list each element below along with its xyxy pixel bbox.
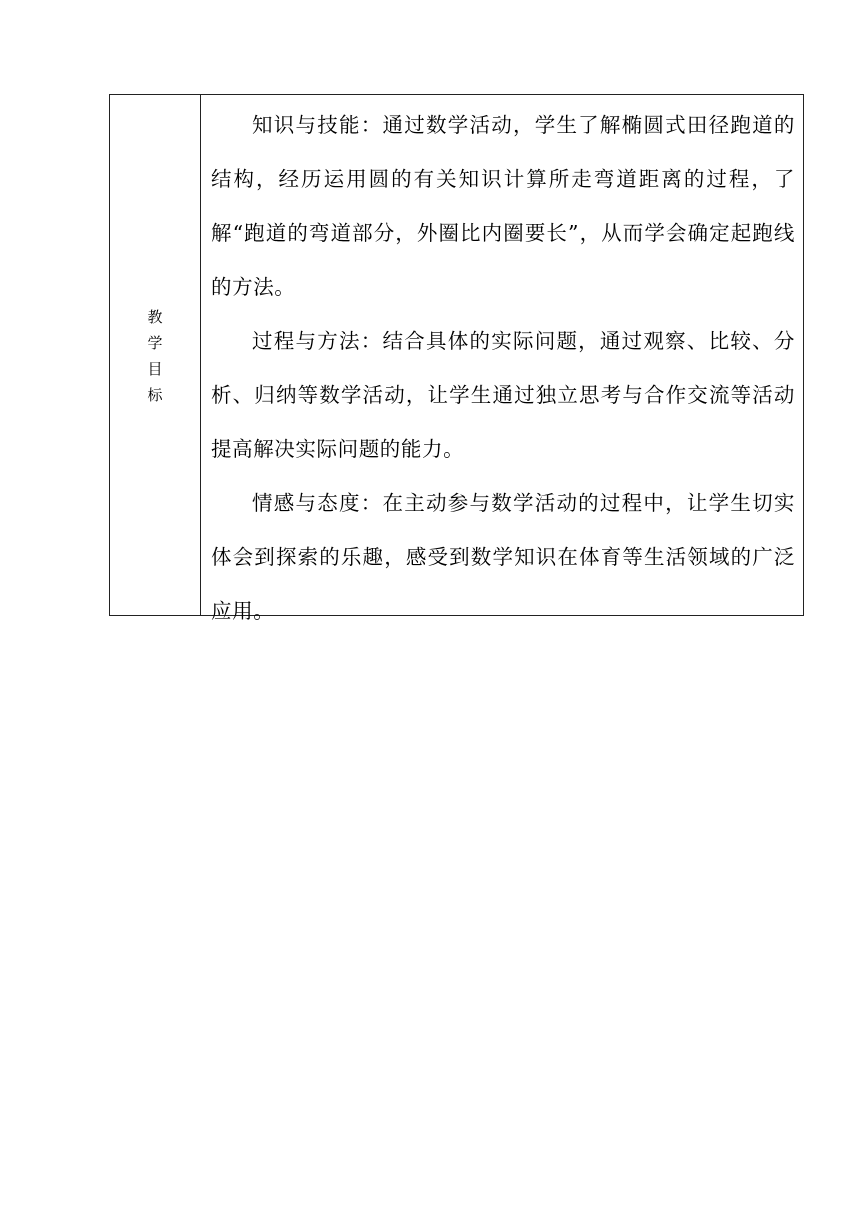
teaching-objectives-table	[109, 94, 804, 623]
objectives-content-cell	[201, 95, 803, 623]
objectives-label: 教学目标	[147, 308, 163, 404]
objectives-label-cell	[110, 95, 201, 615]
process-methods-paragraph: 过程与方法：结合具体的实际问题，通过观察、比较、分析、归纳等数学活动，让学生通过独立思考与合作交流等活动提高解决实际问题的能力。	[211, 329, 795, 461]
knowledge-skills-paragraph: 知识与技能：通过数学活动，学生了解椭圆式田径跑道的结构，经历运用圆的有关知识计算所走弯道距离的过程，了解“跑道的弯道部分，外圈比内圈要长”，从而学会确定起跑线的方法。	[211, 113, 795, 299]
emotion-attitude-paragraph: 情感与态度：在主动参与数学活动的过程中，让学生切实体会到探索的乐趣，感受到数学知识在体育等生活领域的广泛应用。	[211, 491, 795, 623]
